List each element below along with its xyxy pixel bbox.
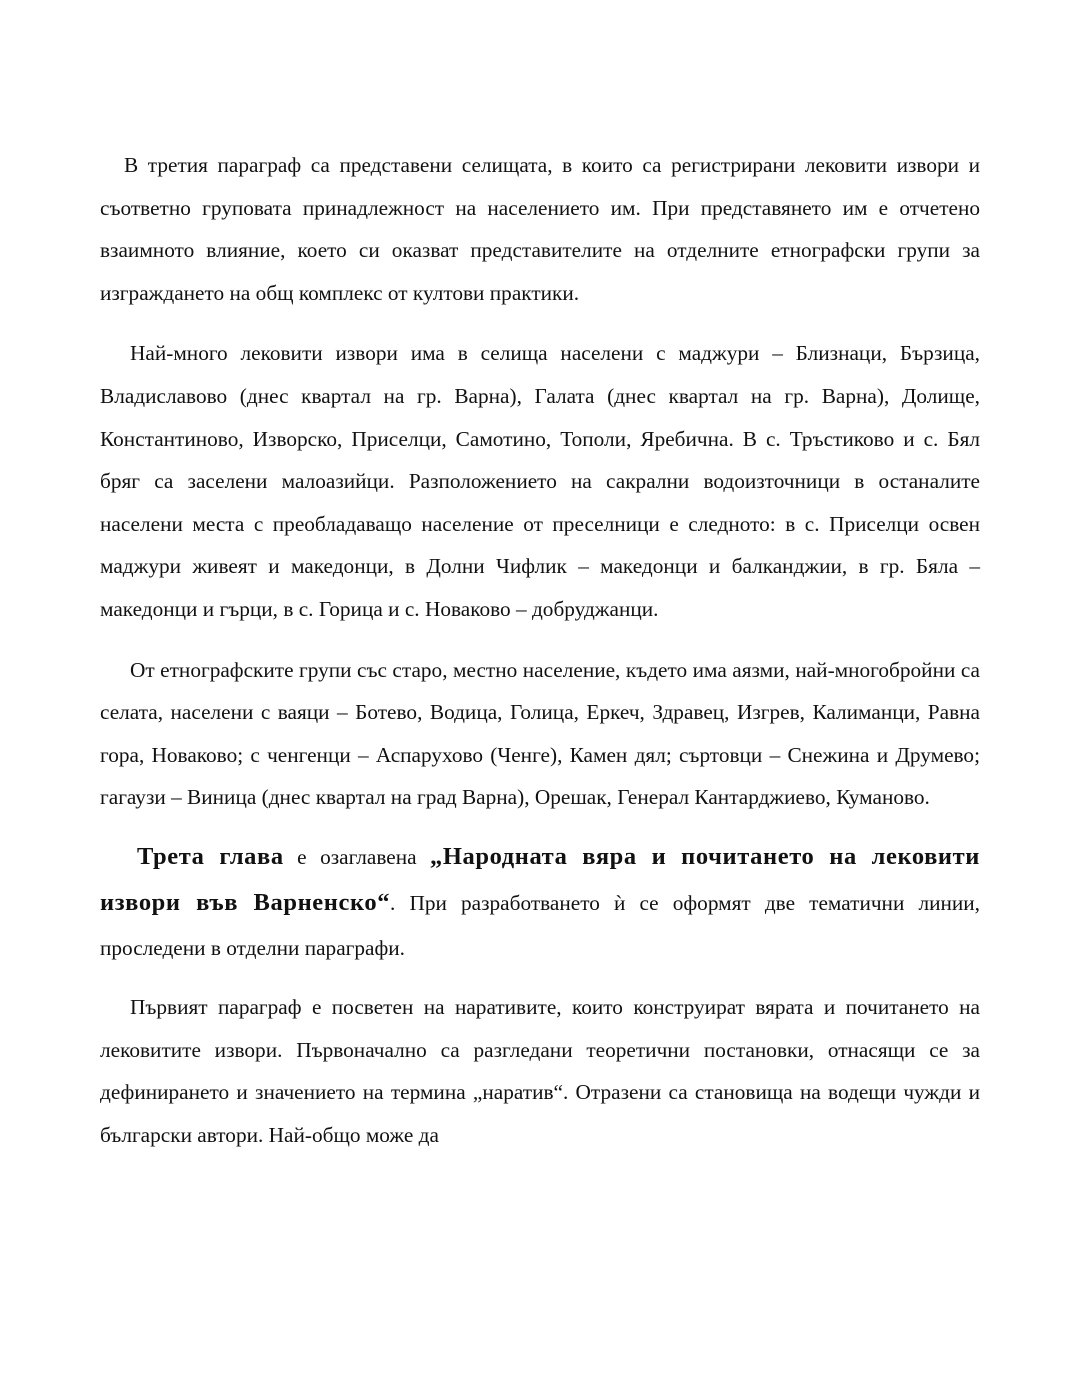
paragraph-settlements-intro: В третия параграф са представени селищата, в които са регистрирани лековити извори и съответно груповата принадлежност на населението им. При представянето им е отчетено взаимното влияние, което си оказват представителите на отделните етнографски групи за изграждането на общ комплекс от култови практики.: [100, 153, 980, 305]
chapter-description: . При разработването ѝ се оформят две тематични линии, проследени в отделни параграфи.: [100, 890, 980, 960]
chapter-title: „Народната вяра и почитането на лековити извори във Варненско“: [100, 842, 981, 916]
paragraph-narratives: Първият параграф е посветен на наративите, които конструират вярата и почитането на лековитите извори. Първоначално са разгледани теоретични постановки, отнасящи се за дефинирането и значението на термина „наратив“. Отразени са становища на водещи чужди и български автори. Най-общо може да: [100, 994, 980, 1147]
paragraph-madzhuri-settlements: Най-много лековити извори има в селища населени с маджури – Близнаци, Бързица, Владиславово (днес квартал на гр. Варна), Галата (днес квартал на гр. Варна), Долище, Константиново, Изворско, Приселци, Самотино, Тополи, Яребична. В с. Тръстиково и с. Бял бряг са заселени малоазийци. Разположението на сакрални водоизточници в останалите населени места с преобладаващо население от преселници е следното: в с. Приселци освен маджури живеят и македонци, в Долни Чифлик – македонци и балканджии, в гр. Бяла – македонци и гърци, в с. Горица и с. Новаково – добруджанци.: [100, 341, 980, 621]
chapter-connector: е озаглавена: [283, 844, 431, 869]
document-page: [100, 144, 980, 1156]
chapter-label: Трета глава: [137, 842, 284, 870]
paragraph-chapter-three: [100, 834, 980, 971]
paragraph-local-population-groups: От етнографските групи със старо, местно население, където има аязми, най-многобройни са селата, населени с ваяци – Ботево, Водица, Голица, Еркеч, Здравец, Изгрев, Калиманци, Равна гора, Новаково; с ченгенци – Аспарухово (Ченге), Камен дял; съртовци – Снежина и Друмево; гагаузи – Виница (днес квартал на град Варна), Орешак, Генерал Кантарджиево, Куманово.: [100, 657, 980, 810]
